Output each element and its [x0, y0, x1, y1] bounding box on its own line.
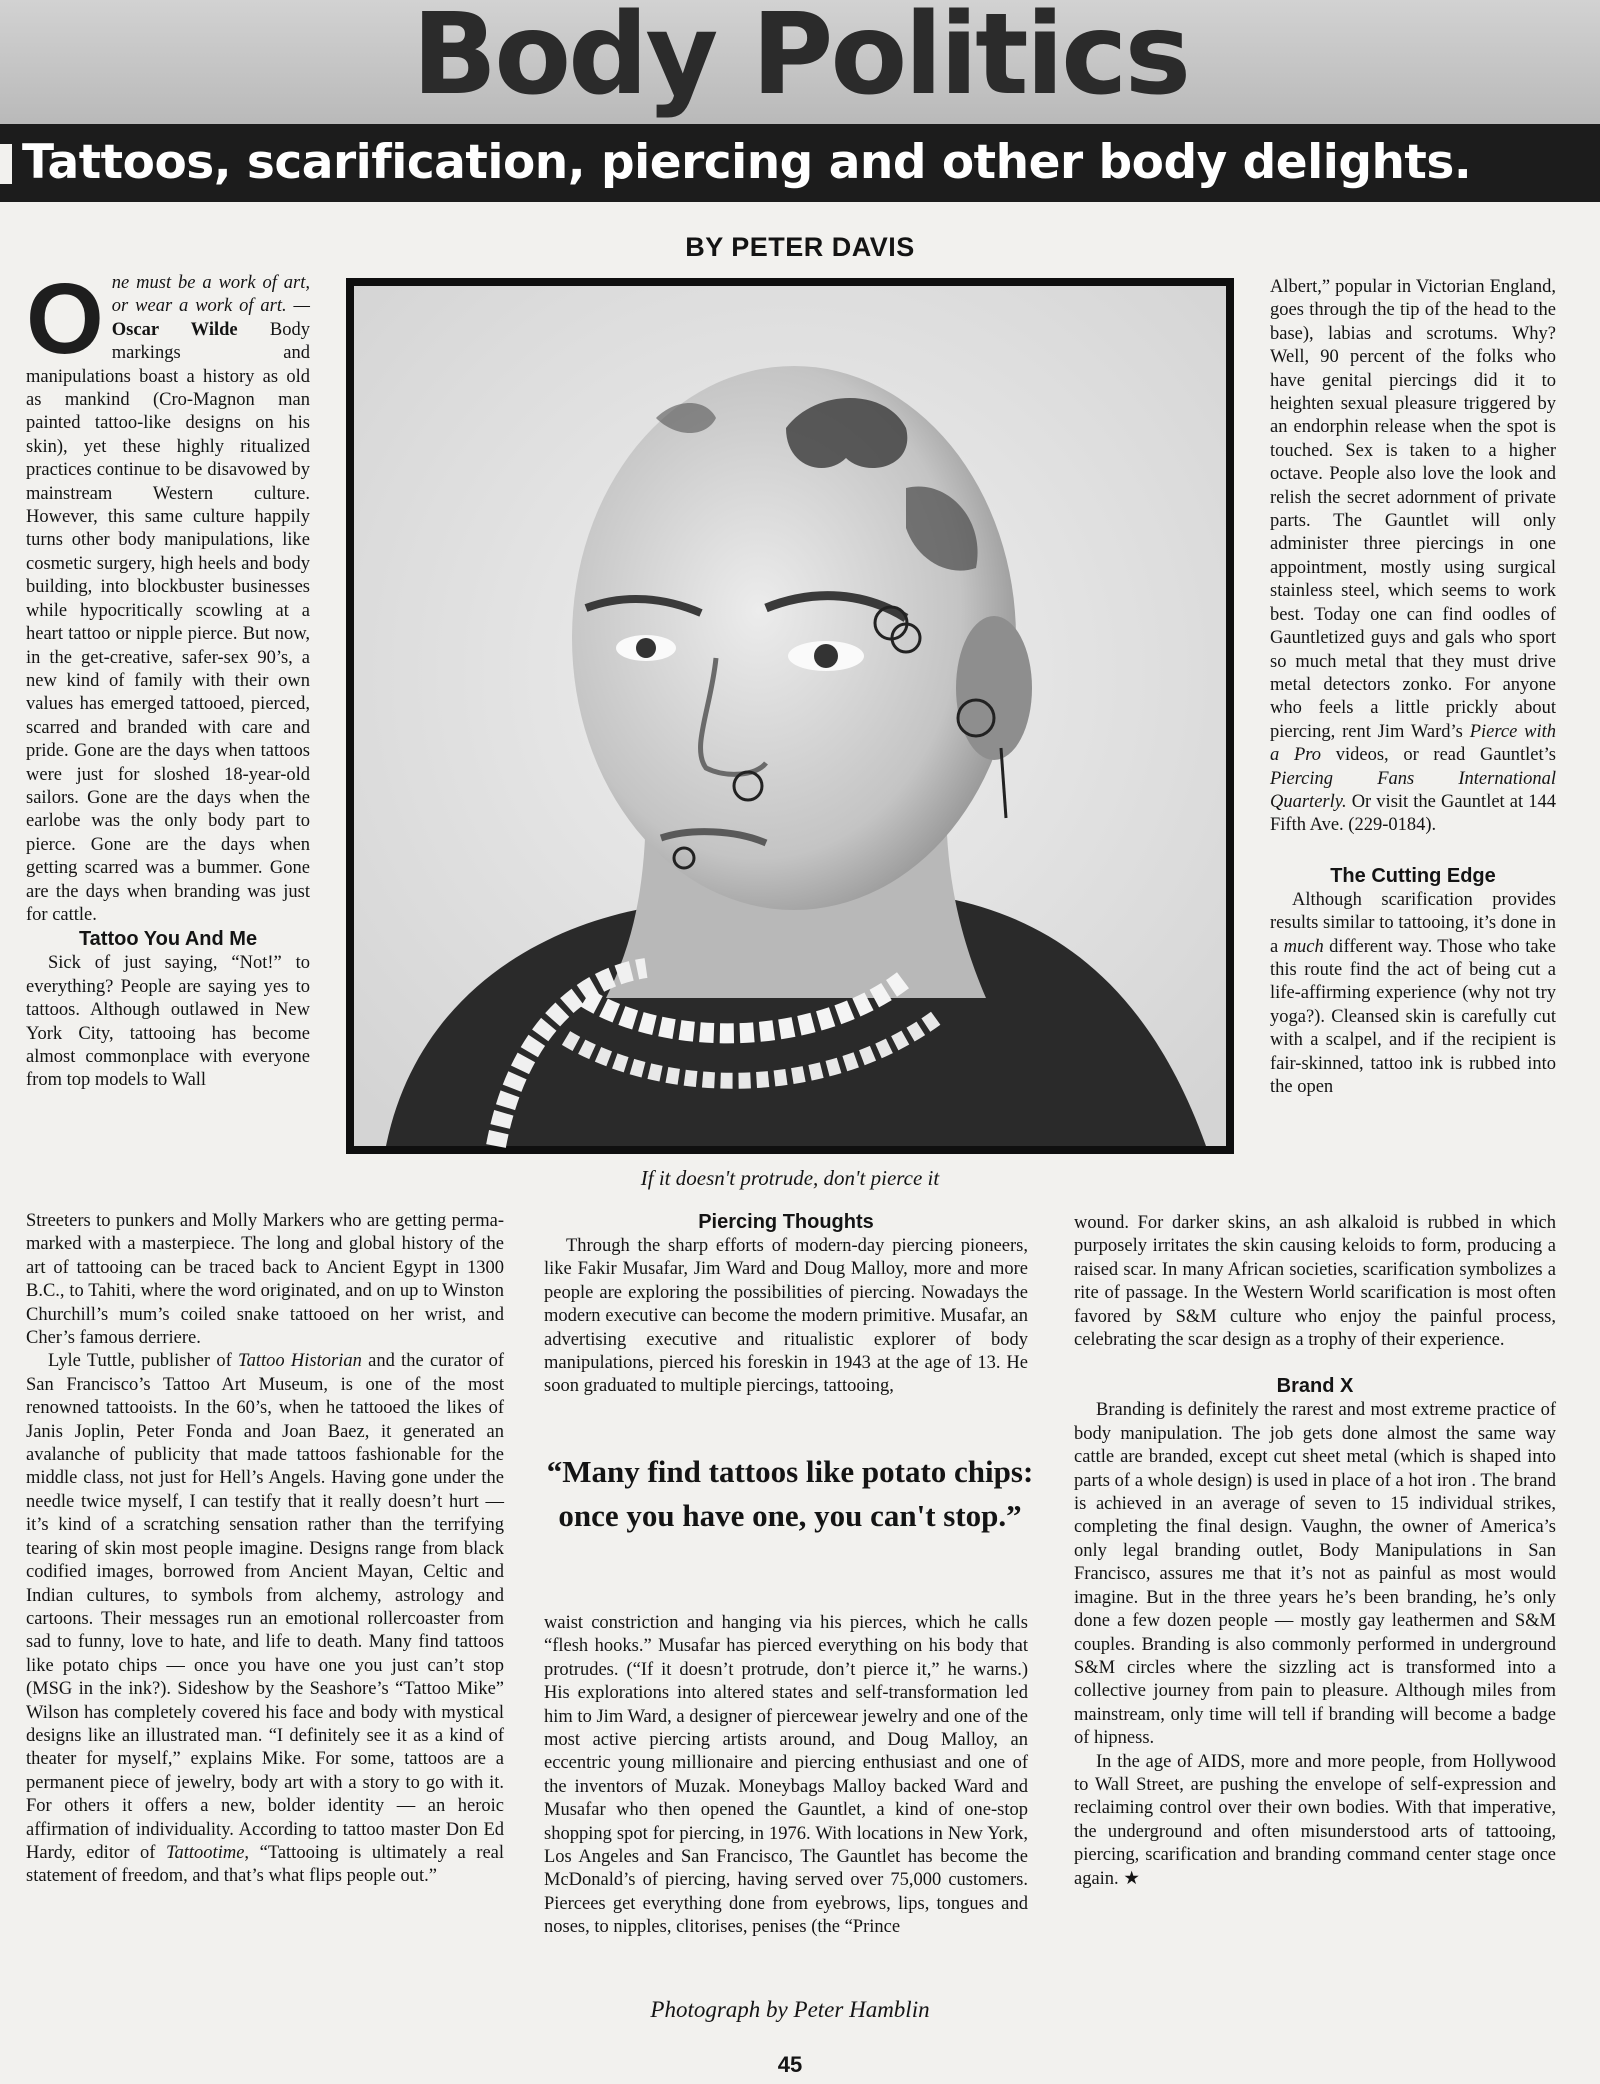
paragraph-scarification [1270, 889, 1556, 1100]
text-span: In the age of AIDS, more and more people, from Hollywood to Wall Street, are pushing the envelope of self-expression and reclaiming control over their own bodies. With that imperative, the underground and often misunderstood arts of tattooing, piercing, scarification and branding command center stage once again. [1074, 1751, 1556, 1889]
text-span: Although scarification provides results similar to tattooing, it’s done in a [1270, 889, 1556, 957]
column-a-continuation [26, 1210, 504, 1889]
portrait-photo [346, 278, 1234, 1154]
page-number: 45 [777, 2052, 803, 2077]
text-span: , “Tattooing is ultimately a real statement of freedom, and that’s what flips people out.” [26, 1842, 505, 1887]
text-span: Or visit the Gauntlet at 144 Fifth Ave. (229-0184). [1270, 791, 1557, 836]
text-span: videos, or read Gauntlet’s [1335, 745, 1557, 766]
intro-paragraph [26, 263, 310, 927]
paragraph-piercing-pioneers: Through the sharp efforts of modern-day piercing pioneers, like Fakir Musafar, Jim Ward and Doug Malloy, more and more people are exploring the possibilities of piercing. Nowadays the modern executive can become the modern primitive. Musafar, an advertising executive and ritualistic explorer of body manipulations, pierced his foreskin in 1943 at the age of 13. He soon graduated to multiple piercings, tattooing, [544, 1236, 1028, 1397]
paragraph-musafar-gauntlet: waist constriction and hanging via his pierces, which he calls “flesh hooks.” Musafar has pierced everything on his body that protrudes. (“If it doesn’t protrude, don’t pierce it,” he warns.) His explorations into altered states and self-transformation led him to Jim Ward, a designer of piercewear jewelry and one of the most active piercing artists around, and Doug Malloy, an eccentric young millionaire and piercing enthusiast and one of the inventors of Muzak. Moneybags Malloy backed Ward and Musafar who then opened the Gauntlet, a kind of one-stop shopping spot for piercing, in 1976. With locations in New York, Los Angeles and San Francisco, The Gauntlet has become the McDonald’s of piercing, having served over 75,000 customers. Piercees get everything done from eyebrows, lips, tongues and noses, to nipples, clitorises, penises (the “Prince [544, 1613, 1028, 1938]
text-span: and the curator of San Francisco’s Tattoo Art Museum, is one of the most renowned tattooists. In the 60’s, when he tattooed the likes of Janis Joplin, Peter Fonda and Joan Baez, it generated an avalanche of publicity that made tattoos fashionable for the middle class, not just for Hell’s Angels. Having gone under the needle twice myself, I can testify that it really doesn’t hurt — it’s kind of a scratching sensation rather than the terrifying tearing of skin most people imagine. Designs range from black codified images, borrowed from Ancient Mayan, Celtic and Indian cultures, to symbols from alchemy, astrology and cartoons. Their messages run an emotional rollercoaster from sad to funny, love to hate, and life to death. Many find tattoos like potato chips — once you have one you just can’t stop (MSG in the ink?). Sideshow by the Seashore’s “Tattoo Mike” Wilson has completely covered his face and body with mystical designs like an illustrated man. “I definitely see it as a kind of theater for myself,” explains Mike. For some, tattoos are a permanent piece of jewelry, body art with a story to go with it. For others it offers a new, bolder identity — an heroic affirmation of individuality. According to tattoo master Don Ed Hardy, editor of [26, 1351, 505, 1863]
heading-piercing-thoughts: Piercing Thoughts [698, 1211, 874, 1233]
paragraph-tattoo-narrow: Sick of just saying, “Not!” to everything? People are saying yes to tattoos. Although outlawed in New York City, tattooing has become almost commonplace with everyone from top models to Wall [26, 953, 310, 1091]
epigraph-quote: ne must be a work of art, or wear a work of art. — [111, 273, 310, 317]
heading-tattoo-you-and-me: Tattoo You And Me [78, 928, 258, 951]
column-b [544, 1210, 1028, 1399]
text-span: Albert,” popular in Victorian England, goes through the tip of the head to the base), labias and scrotums. Why? Well, 90 percent of the folks who have genital piercings did it to heighten sexual pleasure triggered by an endorphin release when the spot is touched. Sex is taken to a higher octave. People also love the look and relish the secret adornment of private parts. The Gauntlet will only administer three piercings in one appointment, mostly using surgical stainless steel, which seems to work best. Today one can find oodles of Gauntletized guys and gals who sport so much metal that they must drive metal detectors zonko. For anyone who feels a little prickly about piercing, rent Jim Ward’s [1270, 277, 1556, 742]
publication-title: Piercing Fans International Quarterly. [1270, 768, 1556, 812]
paragraph-prince-albert [1270, 276, 1556, 838]
publication-title: Tattoo Historian [238, 1351, 362, 1372]
paragraph-tattoo-history: Streeters to punkers and Molly Markers who are getting perma-marked with a masterpiece. The long and global history of the art of tattooing can be traced back to Ancient Egypt in 1300 B.C., to Tahiti, where the word originated, and on up to Winston Churchill’s mum’s coiled snake tattooed on her wrist, and Cher’s famous derriere. [26, 1211, 504, 1349]
column-b-continuation [544, 1612, 1028, 1940]
subtitle-bar [0, 124, 1600, 202]
text-span: Lyle Tuttle, publisher of [48, 1351, 232, 1372]
photo-caption: If it doesn't protrude, don't pierce it [640, 1166, 940, 1190]
masthead [0, 0, 1600, 126]
column-c [1270, 276, 1556, 1099]
paragraph-conclusion [1074, 1751, 1556, 1891]
column-1 [26, 263, 310, 1093]
column-c-continuation [1074, 1212, 1556, 1891]
paragraph-scarification-cont: wound. For darker skins, an ash alkaloid is rubbed in which purposely irritates the skin causing keloids to form, producing a raised scar. In many African societies, scarification symbolizes a rite of passage. In the Western World scarification is most often favored by S&M culture who enjoy the painful process, celebrating the scar design as a trophy of their experience. [1074, 1213, 1556, 1351]
emphasis: much [1283, 936, 1324, 957]
paragraph-body-history: Body markings and manipulations boast a history as old as mankind (Cro-Magnon man painted tattoo-like designs on his skin), yet these highly ritualized practices continue to be disavowed by mainstream Western culture. However, this same culture happily turns other body manipulations, like cosmetic surgery, high heels and body building, into blockbuster businesses while hypocritically scowling at a heart tattoo or nipple pierce. But now, in the get-creative, safer-sex 90’s, a new kind of family with their own values has emerged tattooed, pierced, scarred and branded with care and pride. Gone are the days when tattoos were just for sloshed 18-year-old sailors. Gone are the days when the earlobe was the only body part to pierce. Gone are the days when getting scarred was a bummer. Gone are the days when branding was just for cattle. [26, 319, 310, 925]
byline: BY PETER DAVIS [685, 232, 915, 262]
text-span: different way. Those who take this route find the act of being cut a life-affirming experience (why not try yoga?). Cleansed skin is carefully cut with a scalpel, and if the recipient is fair-skinned, tattoo ink is rubbed into the open [1270, 936, 1557, 1097]
paragraph-lyle-tuttle [26, 1350, 504, 1888]
article-subtitle: Tattoos, scarification, piercing and other body delights. [22, 135, 1472, 190]
heading-the-cutting-edge: The Cutting Edge [1330, 864, 1496, 887]
photo-credit: Photograph by Peter Hamblin [650, 1997, 930, 2022]
pull-quote: “Many find tattoos like potato chips: once you have one, you can't stop.” [546, 1454, 1034, 1533]
paragraph-branding: Branding is definitely the rarest and most extreme practice of body manipulation. The job gets done almost the same way cattle are branded, except cut sheet metal (which is shaped into parts of a whole design) is used in place of a hot iron . The brand is achieved in an average of seven to 15 individual strikes, completing the final design. Vaughn, the owner of America’s only legal branding outlet, Body Manipulations in San Francisco, assures me that it’s not as painful as most would imagine. But in the three years he’s been branding, he’s only done a few dozen people — mostly gay leathermen and S&M couples. Branding is also commonly performed in underground S&M circles where the sizzling act is transformed into a collective journey from pain to pleasure. Although miles from mainstream, only time will tell if branding will become a badge of hipness. [1074, 1400, 1556, 1749]
portrait-illustration [346, 278, 1234, 1154]
publication-title: Tattootime [165, 1842, 245, 1863]
drop-cap: O [26, 263, 104, 375]
subtitle-bar-notch [0, 144, 12, 184]
epigraph-author: Oscar Wilde [111, 319, 238, 340]
article-title: Body Politics [411, 0, 1189, 120]
end-mark-icon: ★ [1123, 1868, 1140, 1889]
video-title: Pierce with a Pro [1270, 721, 1556, 766]
heading-brand-x: Brand X [1276, 1375, 1354, 1398]
